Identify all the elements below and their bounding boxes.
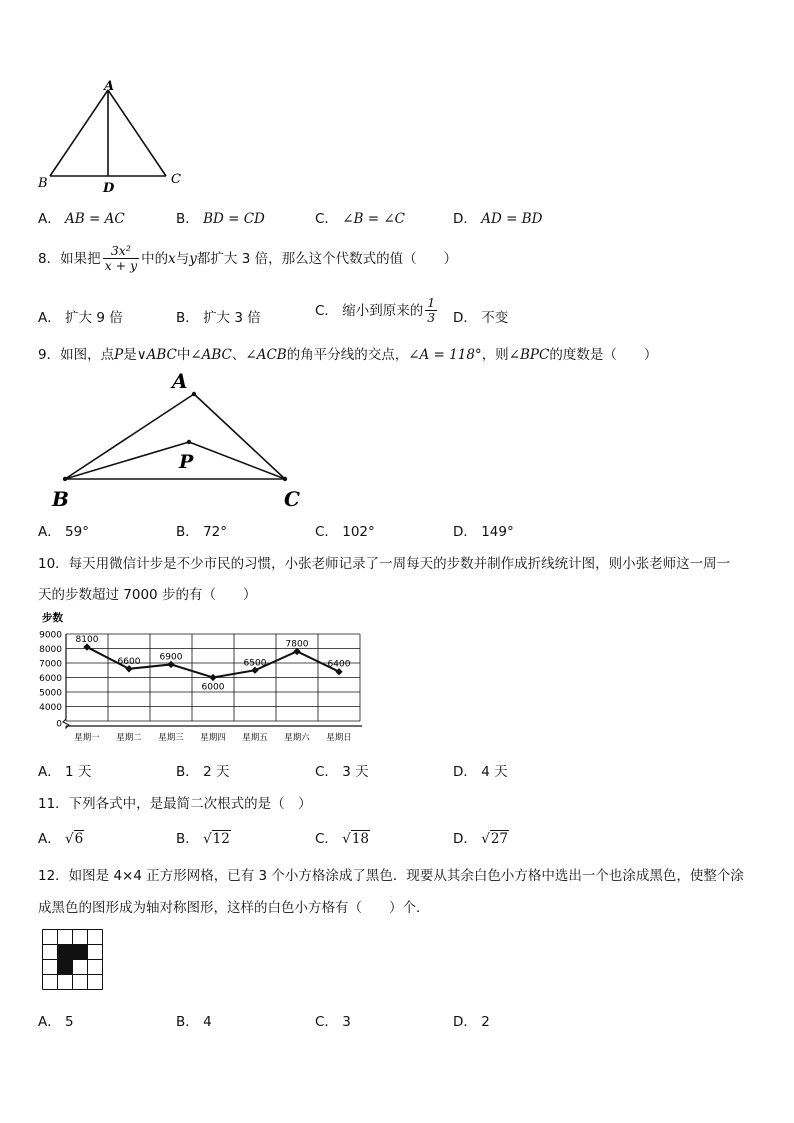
q11-stem: 11．下列各式中，是最简二次根式的是（ ） xyxy=(38,796,312,812)
q12-option-d[interactable]: D． 2 xyxy=(453,1014,490,1030)
q8-option-b[interactable]: B． 扩大 3 倍 xyxy=(176,310,261,326)
q9-stem: 9．如图，点P是∨ABC中∠ABC、∠ACB的角平分线的交点，∠A = 118°，则∠BPC的度数是（ ） xyxy=(38,347,658,363)
q7-label-b: B xyxy=(38,176,48,191)
chart-data-label: 7800 xyxy=(285,639,309,650)
chart-data-label: 6600 xyxy=(117,656,141,667)
chart-ytick-label: 9000 xyxy=(39,630,62,641)
q12-option-c[interactable]: C． 3 xyxy=(315,1014,351,1030)
q9-label-p: P xyxy=(179,451,194,473)
q10-step-chart xyxy=(34,610,364,750)
chart-xtick-label: 星期三 xyxy=(158,733,184,743)
q9-option-a[interactable]: A． 59° xyxy=(38,524,89,540)
q10-option-a[interactable]: A． 1 天 xyxy=(38,764,92,780)
q7-label-c: C xyxy=(171,172,181,187)
chart-data-label: 6400 xyxy=(327,659,351,670)
q10-option-b[interactable]: B． 2 天 xyxy=(176,764,230,780)
q7-option-a[interactable]: A． AB = AC xyxy=(38,211,125,227)
q12-option-b[interactable]: B． 4 xyxy=(176,1014,212,1030)
q12-stem-line2: 成黑色的图形成为轴对称图形，这样的白色小方格有（ ）个． xyxy=(38,900,430,916)
q9-label-c: C xyxy=(284,487,300,511)
chart-data-label: 6500 xyxy=(243,658,267,669)
q10-option-c[interactable]: C． 3 天 xyxy=(315,764,369,780)
q11-option-c[interactable]: C． √18 xyxy=(315,831,370,847)
chart-xtick-label: 星期二 xyxy=(116,733,142,743)
q9-option-c[interactable]: C． 102° xyxy=(315,524,375,540)
q8-stem: 8．如果把 $\frac{\text{3x²}}{x + y}$ 中的x与y都扩大 3 倍，那么这个代数式的值（ ） xyxy=(38,243,458,274)
q7-triangle-figure xyxy=(30,78,200,198)
q11-option-b[interactable]: B． √12 xyxy=(176,831,230,847)
chart-xtick-label: 星期日 xyxy=(326,733,352,743)
q8-option-d[interactable]: D． 不变 xyxy=(453,310,509,326)
q9-option-d[interactable]: D． 149° xyxy=(453,524,514,540)
q7-label-a: A xyxy=(104,79,115,94)
q12-option-a[interactable]: A． 5 xyxy=(38,1014,74,1030)
chart-ytick-label: 8000 xyxy=(39,645,62,655)
chart-ylabel: 步数 xyxy=(42,612,63,624)
q8-fraction: $\frac{\text{3x²}}{x + y}$ xyxy=(104,243,138,274)
chart-point xyxy=(209,674,216,681)
chart-xtick-label: 星期一 xyxy=(74,733,100,743)
q7-option-b[interactable]: B． BD = CD xyxy=(176,211,265,227)
chart-ytick-label: 5000 xyxy=(39,688,62,699)
chart-xtick-label: 星期五 xyxy=(242,733,268,743)
chart-data-label: 8100 xyxy=(75,635,99,646)
chart-xtick-label: 星期六 xyxy=(284,733,310,743)
chart-ytick-label: 6000 xyxy=(39,674,62,684)
chart-xtick-label: 星期四 xyxy=(200,733,226,743)
q10-stem-line2: 天的步数超过 7000 步的有（ ） xyxy=(38,587,257,603)
q9-label-a: A xyxy=(172,369,188,393)
q10-stem-line1: 10．每天用微信计步是不少市民的习惯，小张老师记录了一周每天的步数并制作成折线统计图，则小张老师这一周一 xyxy=(38,556,731,572)
q7-label-d: D xyxy=(103,181,115,196)
q8-option-c[interactable]: C． 缩小到原来的 $\frac{1}{3}$ xyxy=(315,295,436,326)
q10-option-d[interactable]: D． 4 天 xyxy=(453,764,508,780)
chart-ytick-label: 4000 xyxy=(39,703,62,713)
chart-data-label: 6900 xyxy=(159,652,183,663)
q11-option-d[interactable]: D． √27 xyxy=(453,831,508,847)
q12-grid-figure xyxy=(42,929,104,991)
q12-stem-line1: 12．如图是 4×4 正方形网格，已有 3 个小方格涂成了黑色．现要从其余白色小方格中选出一个也涂成黑色，使整个涂 xyxy=(38,868,744,884)
q7-option-c[interactable]: C． ∠B = ∠C xyxy=(315,211,406,227)
chart-data-label: 6000 xyxy=(201,682,225,693)
q9-triangle-figure xyxy=(40,366,320,514)
chart-ytick-label: 0 xyxy=(56,719,62,730)
q9-option-b[interactable]: B． 72° xyxy=(176,524,227,540)
q11-option-a[interactable]: A． √6 xyxy=(38,831,84,847)
q7-option-d[interactable]: D． AD = BD xyxy=(453,211,543,227)
q9-label-b: B xyxy=(52,487,69,511)
q8-option-a[interactable]: A． 扩大 9 倍 xyxy=(38,310,123,326)
chart-ytick-label: 7000 xyxy=(39,659,62,670)
